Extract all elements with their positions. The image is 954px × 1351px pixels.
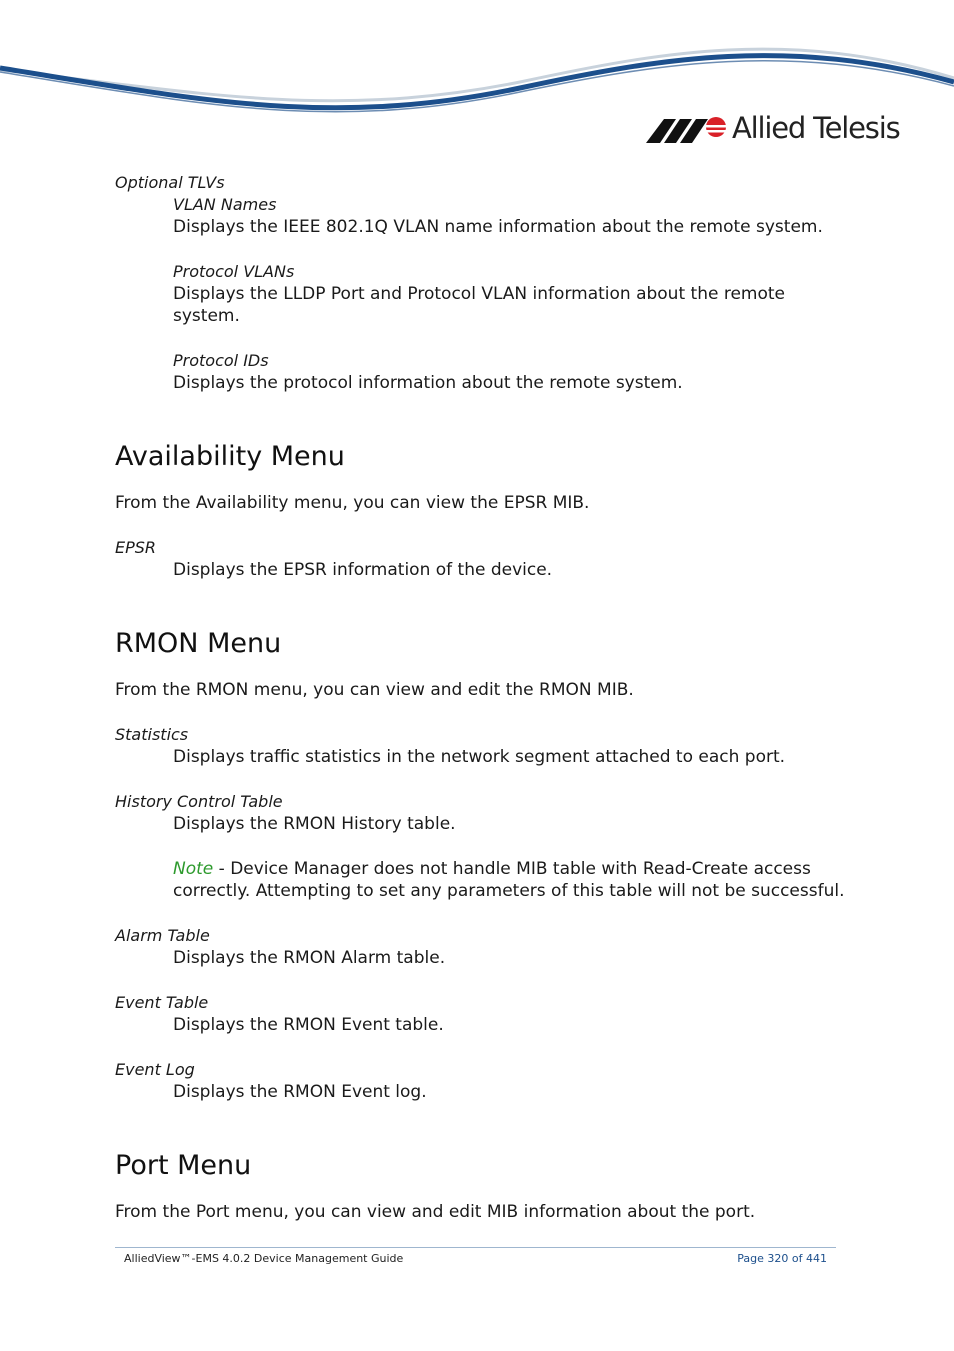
rmon-intro: From the RMON menu, you can view and edit the RMON MIB. [115, 680, 634, 700]
availability-menu-heading: Availability Menu [115, 441, 345, 472]
footer-page-number: Page 320 of 441 [737, 1252, 827, 1265]
availability-intro: From the Availability menu, you can view the EPSR MIB. [115, 493, 590, 513]
protocol-ids-term: Protocol IDs [173, 351, 269, 370]
rmon-note [173, 858, 855, 880]
vlan-names-desc: Displays the IEEE 802.1Q VLAN name information about the remote system. [173, 217, 823, 237]
logo-text: Allied Telesis [732, 111, 900, 145]
note-text-line2: correctly. Attempting to set any parameters of this table will not be successful. [173, 881, 845, 901]
port-intro: From the Port menu, you can view and edit MIB information about the port. [115, 1202, 756, 1222]
event-log-desc: Displays the RMON Event log. [173, 1082, 427, 1102]
allied-telesis-logo-mark-icon [646, 111, 728, 145]
protocol-vlans-desc: Displays the LLDP Port and Protocol VLAN information about the remote system. [173, 284, 785, 326]
statistics-desc: Displays traffic statistics in the network segment attached to each port. [173, 747, 786, 767]
page-content [115, 172, 855, 1223]
epsr-desc: Displays the EPSR information of the device. [173, 560, 553, 580]
note-label: Note [173, 859, 214, 879]
event-table-term: Event Table [115, 993, 209, 1012]
allied-telesis-logo [646, 108, 899, 148]
protocol-ids-desc: Displays the protocol information about the remote system. [173, 373, 683, 393]
statistics-term: Statistics [115, 725, 189, 744]
history-control-table-desc: Displays the RMON History table. [173, 814, 456, 834]
footer-divider [115, 1247, 836, 1248]
protocol-vlans-term: Protocol VLANs [173, 262, 295, 281]
port-menu-heading: Port Menu [115, 1150, 252, 1181]
epsr-term: EPSR [115, 538, 157, 557]
event-table-desc: Displays the RMON Event table. [173, 1015, 444, 1035]
history-control-table-term: History Control Table [115, 792, 283, 811]
rmon-menu-heading: RMON Menu [115, 628, 282, 659]
footer-doc-title: AlliedView™-EMS 4.0.2 Device Management Guide [124, 1252, 404, 1265]
alarm-table-term: Alarm Table [115, 926, 210, 945]
event-log-term: Event Log [115, 1060, 195, 1079]
alarm-table-desc: Displays the RMON Alarm table. [173, 948, 446, 968]
note-text-line1: - Device Manager does not handle MIB table with Read-Create access [213, 859, 811, 879]
optional-tlvs-term: Optional TLVs [115, 173, 225, 192]
vlan-names-term: VLAN Names [173, 195, 277, 214]
